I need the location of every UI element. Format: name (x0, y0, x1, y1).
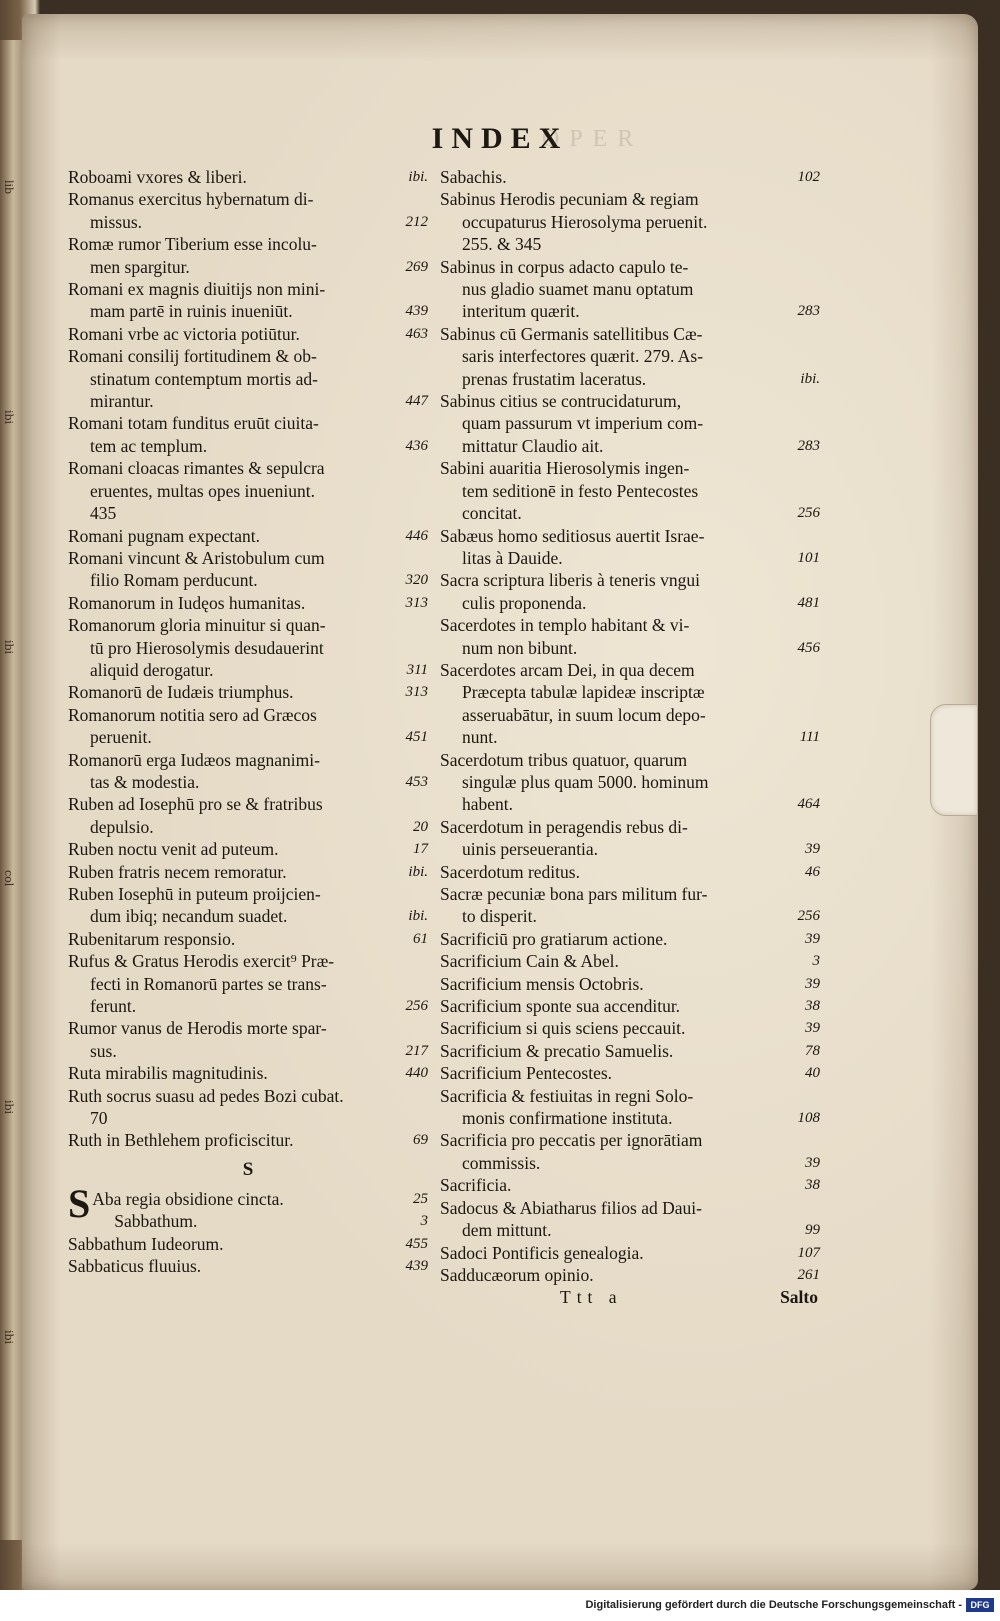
page-reference: 256 (405, 998, 428, 1015)
index-entry (440, 166, 820, 188)
page-reference: 20 (413, 818, 428, 835)
entry-text: Romani totam funditus eruūt ciuita- (68, 413, 319, 434)
page-reference: 463 (405, 325, 428, 342)
entry-last-line (440, 1107, 820, 1129)
page-reference: 17 (413, 841, 428, 858)
page-reference: 99 (805, 1222, 820, 1239)
footer-bar (0, 1590, 1000, 1621)
page-reference: 108 (797, 1110, 820, 1127)
page-reference: 256 (797, 505, 820, 522)
page-reference: 61 (413, 930, 428, 947)
entry-text: Sacrificium Pentecostes. (440, 1063, 613, 1084)
footer-credit: Digitalisierung gefördert durch die Deutsche Forschungsgemeinschaft - (585, 1599, 962, 1611)
entry-text: Romæ rumor Tiberium esse incolu- (68, 234, 317, 255)
entry-continuation: tū pro Hierosolymis desudauerint (90, 637, 324, 658)
entry-text: Sadocus & Abiatharus filios ad Daui- (440, 1197, 702, 1218)
page-reference: 283 (797, 437, 820, 454)
page-reference: 107 (797, 1244, 820, 1261)
entry-continuation: saris interfectores quærit. 279. As- (462, 346, 704, 367)
entry-text: Aba regia obsidione cincta. (92, 1188, 284, 1209)
entry-text: Sabinus Herodis pecuniam & regiam (440, 189, 699, 210)
index-entry (440, 256, 820, 323)
index-entry (440, 1129, 820, 1174)
index-entry (440, 816, 820, 861)
index-entry (68, 928, 428, 950)
entry-continuation: ferunt. (90, 996, 137, 1017)
entry-last-line (440, 547, 820, 569)
catchword: Salto (780, 1287, 818, 1308)
margin-fragment: lib (2, 180, 15, 195)
index-entry (440, 614, 820, 659)
index-entry (440, 659, 820, 749)
entry-continuation: sus. (90, 1040, 117, 1061)
page-reference: ibi. (800, 370, 820, 387)
entry-text: Sacrificium & precatio Samuelis. (440, 1040, 674, 1061)
entry-text: Romani pugnam expectant. (68, 525, 260, 546)
entry-text: Ruta mirabilis magnitudinis. (68, 1063, 268, 1084)
index-entry (68, 704, 428, 749)
index-entry (440, 1040, 820, 1062)
page-reference: 439 (405, 1258, 428, 1275)
document-page (22, 14, 978, 1590)
page-reference: 38 (805, 998, 820, 1015)
margin-fragment: ibi (2, 410, 15, 425)
entry-text: Romanorum in Iudęos humanitas. (68, 592, 306, 613)
entry-text: Sacrificium Cain & Abel. (440, 951, 619, 972)
page-reference: 39 (805, 930, 820, 947)
entry-continuation: occupaturus Hierosolyma peruenit. (462, 211, 708, 232)
page-reference: 39 (805, 841, 820, 858)
page-reference: 451 (405, 729, 428, 746)
index-entry (68, 1255, 428, 1277)
entry-text: Romani vincunt & Aristobulum cum (68, 547, 325, 568)
entry-text: Sadoci Pontificis genealogia. (440, 1242, 644, 1263)
page-reference: 39 (805, 1020, 820, 1037)
page-reference: 212 (405, 213, 428, 230)
index-entry (68, 525, 428, 547)
entry-continuation: nus gladio suamet manu optatum (462, 279, 694, 300)
entry-text: Sacrificium mensis Octobris. (440, 973, 644, 994)
index-entry (440, 323, 820, 390)
entry-continuation: tas & modestia. (90, 771, 200, 792)
entry-last-line (68, 771, 428, 793)
entry-last-line (440, 300, 820, 322)
entry-last-line (68, 1107, 428, 1129)
entry-text: Romani vrbe ac victoria potiūtur. (68, 323, 300, 344)
index-entry (68, 323, 428, 345)
left-column (68, 166, 428, 1278)
entry-text: Sacrificia. (440, 1175, 512, 1196)
entry-continuation: dum ibiq; necandum suadet. (90, 906, 288, 927)
entry-text: Ruben fratris necem remoratur. (68, 861, 287, 882)
page-reference: ibi. (408, 863, 428, 880)
entry-text: Sacerdotes in templo habitant & vi- (440, 615, 690, 636)
entry-text: Rubenitarum responsio. (68, 928, 236, 949)
entry-continuation: nunt. (462, 727, 498, 748)
entry-last-line (68, 300, 428, 322)
entry-text: Sabini auaritia Hierosolymis ingen- (440, 458, 690, 479)
section-letter: S (242, 1158, 254, 1180)
entry-continuation: men spargitur. (90, 256, 190, 277)
entry-text: Sacrificium si quis sciens peccauit. (440, 1018, 686, 1039)
page-reference: 3 (812, 953, 820, 970)
entry-last-line (68, 390, 428, 412)
entry-continuation: Præcepta tabulæ lapideæ inscriptæ (462, 682, 705, 703)
entry-text: Romanorū erga Iudæos magnanimi- (68, 749, 320, 770)
index-entry (68, 838, 428, 860)
index-entry (440, 1242, 820, 1264)
entry-text: Sacræ pecuniæ bona pars militum fur- (440, 884, 708, 904)
entry-text: Sabinus cū Germanis satellitibus Cæ- (440, 323, 703, 344)
entry-text: Ruth socrus suasu ad pedes Bozi cubat. (68, 1085, 344, 1106)
index-entry (68, 278, 428, 323)
index-entry (440, 973, 820, 995)
entry-text: Sabinus in corpus adacto capulo te- (440, 256, 689, 277)
entry-continuation: peruenit. (90, 727, 152, 748)
page-reference: 446 (405, 527, 428, 544)
index-entry (440, 525, 820, 570)
entry-continuation: num non bibunt. (462, 637, 578, 658)
margin-fragment: ibi (2, 640, 15, 655)
entry-continuation: prenas frustatim laceratus. (462, 368, 647, 389)
page-title: INDEX (431, 122, 569, 155)
entry-text: Roboami vxores & liberi. (68, 167, 247, 187)
index-entry (68, 412, 428, 457)
page-reference: 25 (413, 1190, 428, 1207)
entry-text: Romanorū de Iudæis triumphus. (68, 682, 294, 703)
index-entry (440, 861, 820, 883)
entry-last-line (440, 1219, 820, 1241)
margin-fragment: ibi (2, 1330, 15, 1345)
entry-continuation: asseruabātur, in suum locum depo- (462, 704, 706, 725)
entry-continuation: stinatum contemptum mortis ad- (90, 368, 318, 389)
entry-text: Romanorum gloria minuitur si quan- (68, 615, 326, 636)
catchwords-line (440, 1286, 820, 1308)
index-entry (68, 457, 428, 524)
index-entry (68, 1233, 428, 1255)
index-entry (68, 1085, 428, 1130)
entry-continuation: commissis. (462, 1152, 541, 1173)
index-entry (440, 457, 820, 524)
entry-continuation: uinis perseuerantia. (462, 839, 599, 860)
entry-text: Romani cloacas rimantes & sepulcra (68, 458, 325, 479)
page-reference: 283 (797, 303, 820, 320)
entry-continuation: mam partē in ruinis inueniūt. (90, 301, 293, 322)
entry-continuation: tem seditionē in festo Pentecostes (462, 480, 699, 501)
entry-last-line (440, 368, 820, 390)
entry-last-line (440, 793, 820, 815)
page-reference: 40 (805, 1065, 820, 1082)
index-entry (440, 1197, 820, 1242)
page-reference: 39 (805, 1154, 820, 1171)
entry-last-line (68, 659, 428, 681)
entry-last-line (440, 726, 820, 748)
entry-continuation: habent. (462, 794, 514, 815)
page-reference: 436 (405, 437, 428, 454)
entry-continuation: 255. & 345 (462, 234, 542, 255)
entry-text: Rumor vanus de Herodis morte spar- (68, 1018, 327, 1039)
page-reference: 69 (413, 1132, 428, 1149)
entry-last-line (68, 569, 428, 591)
entry-text: Romani ex magnis diuitijs non mini- (68, 279, 326, 300)
page-reference: 256 (797, 908, 820, 925)
entry-text: Sabachis. (440, 167, 507, 187)
entry-text: Romanus exercitus hybernatum di- (68, 189, 314, 210)
entry-last-line (440, 838, 820, 860)
index-entry (440, 188, 820, 255)
index-entry (68, 1017, 428, 1062)
entry-text: Ruth in Bethlehem proficiscitur. (68, 1130, 294, 1151)
entry-continuation: filio Romam perducunt. (90, 570, 258, 591)
index-entry (68, 1062, 428, 1084)
entry-last-line (440, 502, 820, 524)
page-reference: 481 (797, 594, 820, 611)
page-reference: 39 (805, 975, 820, 992)
page-reference: 313 (405, 594, 428, 611)
entry-text: Romani consilij fortitudinem & ob- (68, 346, 317, 367)
entry-continuation: mirantur. (90, 391, 154, 412)
entry-last-line (440, 637, 820, 659)
entry-last-line (68, 1040, 428, 1062)
entry-last-line (68, 995, 428, 1017)
entry-continuation: dem mittunt. (462, 1220, 552, 1241)
entry-continuation: 435 (90, 503, 117, 524)
entry-text: Sacerdotum tribus quatuor, quarum (440, 749, 688, 770)
index-entry (68, 188, 428, 233)
bleed-through-text: OPER (542, 126, 644, 152)
index-entry (68, 592, 428, 614)
index-entry (440, 1017, 820, 1039)
page-clip (930, 704, 978, 816)
entry-text: Sacra scriptura liberis à teneris vngui (440, 570, 700, 591)
page-reference: 464 (797, 796, 820, 813)
entry-last-line (68, 211, 428, 233)
page-reference: ibi. (408, 169, 428, 185)
index-entry (68, 883, 428, 928)
entry-text: Ruben noctu venit ad puteum. (68, 839, 279, 860)
entry-text: Sadducæorum opinio. (440, 1264, 594, 1285)
entry-text: Sabbaticus fluuius. (68, 1256, 202, 1277)
entry-continuation: missus. (90, 211, 143, 232)
index-entry (68, 166, 428, 188)
index-entry (68, 950, 428, 1017)
page-reference: 261 (797, 1266, 820, 1283)
page-reference: 217 (405, 1042, 428, 1059)
entry-continuation: singulæ plus quam 5000. hominum (462, 771, 709, 792)
index-entry (68, 345, 428, 412)
margin-fragment: col (2, 870, 15, 887)
entry-continuation: mittatur Claudio ait. (462, 435, 604, 456)
page-reference: 111 (799, 729, 820, 746)
page-reference: 456 (797, 639, 820, 656)
entry-text: Sabbathum. (114, 1211, 198, 1232)
page-reference: 269 (405, 258, 428, 275)
page-reference: 3 (420, 1213, 428, 1230)
entry-last-line (68, 816, 428, 838)
index-entry (68, 793, 428, 838)
entry-text: Sabinus citius se contrucidaturum, (440, 391, 682, 412)
index-entry (440, 1085, 820, 1130)
entry-continuation: tem ac templum. (90, 435, 208, 456)
entry-last-line (440, 435, 820, 457)
adjacent-page-edge (0, 40, 24, 1540)
page-reference: 102 (797, 169, 820, 185)
index-entry (440, 390, 820, 457)
entry-continuation: culis proponenda. (462, 592, 587, 613)
entry-text: Sacerdotes arcam Dei, in qua decem (440, 659, 695, 680)
entry-continuation: monis confirmatione instituta. (462, 1108, 673, 1129)
index-entry (440, 928, 820, 950)
entry-text: Sacerdotum in peragendis rebus di- (440, 816, 688, 837)
margin-fragment: ibi (2, 1100, 15, 1115)
entry-continuation: depulsio. (90, 816, 154, 837)
index-entry (68, 681, 428, 703)
index-entry (440, 950, 820, 972)
page-reference: 38 (805, 1177, 820, 1194)
right-column (440, 166, 820, 1308)
entry-continuation: eruentes, multas opes inueniunt. (90, 480, 316, 501)
entry-text: Sacrificiū pro gratiarum actione. (440, 928, 668, 949)
index-entry (440, 1264, 820, 1286)
page-reference: ibi. (408, 908, 428, 925)
page-reference: 313 (405, 684, 428, 701)
entry-last-line (68, 905, 428, 927)
index-entry (440, 749, 820, 816)
dfg-logo: DFG (966, 1598, 994, 1612)
page-reference: 453 (405, 773, 428, 790)
entry-text: Sacrificium sponte sua accenditur. (440, 996, 681, 1017)
entry-continuation: aliquid derogatur. (90, 659, 214, 680)
page-reference: 78 (805, 1042, 820, 1059)
index-entry (440, 1174, 820, 1196)
drop-cap: S (68, 1180, 91, 1226)
entry-continuation: quam passurum vt imperium com- (462, 413, 704, 434)
page-reference: 455 (405, 1235, 428, 1252)
page-reference: 320 (405, 572, 428, 589)
entry-last-line (440, 233, 820, 255)
entry-last-line (440, 905, 820, 927)
index-entry (68, 749, 428, 794)
entry-last-line (440, 1152, 820, 1174)
entry-text: Sacerdotum reditus. (440, 861, 580, 882)
index-entry (68, 547, 428, 592)
index-entry (440, 1062, 820, 1084)
entry-text: Sacrificia pro peccatis per ignorātiam (440, 1130, 703, 1151)
entry-text: Sabæus homo seditiosus auertit Israe- (440, 525, 705, 546)
signature-mark: Ttt a (560, 1287, 623, 1308)
entry-continuation: fecti in Romanorū partes se trans- (90, 973, 327, 994)
entry-text: Ruben ad Iosephū pro se & fratribus (68, 794, 323, 815)
entry-text: Sabbathum Iudeorum. (68, 1233, 224, 1254)
entry-text: Romanorum notitia sero ad Græcos (68, 704, 317, 725)
page-reference: 447 (405, 393, 428, 410)
entry-continuation: concitat. (462, 503, 522, 524)
entry-last-line (68, 256, 428, 278)
index-entry (440, 883, 820, 928)
index-entry (68, 1129, 428, 1151)
entry-continuation: interitum quærit. (462, 301, 580, 322)
index-entry (68, 614, 428, 681)
page-reference: 440 (405, 1065, 428, 1082)
page-reference: 46 (805, 863, 820, 880)
index-entry (68, 233, 428, 278)
entry-last-line (68, 726, 428, 748)
entry-continuation: litas à Dauide. (462, 547, 563, 568)
entry-continuation: to disperit. (462, 906, 537, 927)
index-entry (440, 995, 820, 1017)
index-entry (68, 861, 428, 883)
page-reference: 439 (405, 303, 428, 320)
entry-text: Sacrificia & festiuitas in regni Solo- (440, 1085, 694, 1106)
page-reference: 101 (797, 549, 820, 566)
entry-last-line (68, 435, 428, 457)
entry-continuation: 70 (90, 1108, 108, 1129)
index-entry (68, 1210, 428, 1232)
page-reference: 311 (406, 661, 428, 678)
entry-text: Ruben Iosephū in puteum proijcien- (68, 884, 321, 904)
index-entry (440, 569, 820, 614)
entry-last-line (440, 592, 820, 614)
entry-last-line (68, 502, 428, 524)
entry-text: Rufus & Gratus Herodis exercit⁹ Præ- (68, 951, 335, 972)
